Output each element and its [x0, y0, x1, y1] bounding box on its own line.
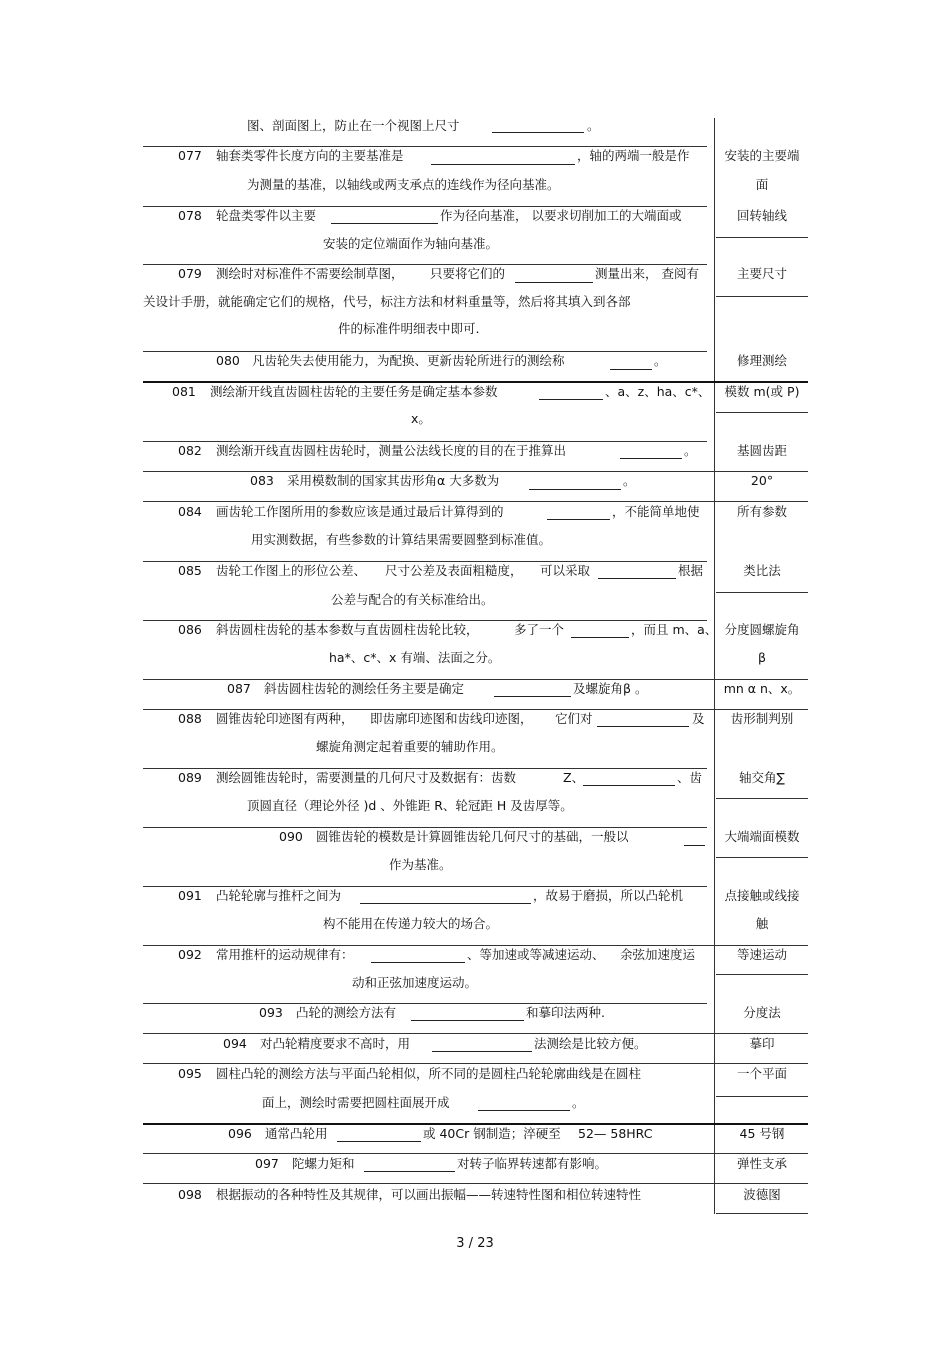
answer-separator	[716, 1096, 808, 1097]
answer-blank	[684, 845, 705, 846]
answer-separator	[716, 237, 808, 238]
question-text: 凸轮轮廓与推杆之间为	[216, 888, 342, 903]
answer-text: 轴交角∑	[739, 770, 785, 785]
answer-text: 主要尺寸	[736, 266, 787, 281]
question-number: 094	[223, 1036, 247, 1051]
question-text: 根据振动的各种特性及其规律，可以画出振幅——转速特性图和相位转速特性	[216, 1187, 642, 1202]
answer-text: 20°	[750, 473, 774, 488]
page-separator: /	[468, 1236, 474, 1251]
question-number: 091	[178, 888, 202, 903]
question-text: 用实测数据，有些参数的计算结果需要圆整到标准值。	[251, 532, 552, 547]
page-footer	[0, 1236, 950, 1251]
row-separator	[143, 501, 808, 502]
answer-text: 45 号钢	[739, 1126, 785, 1141]
answer-blank	[371, 962, 465, 963]
answer-text: 等速运动	[736, 947, 787, 962]
answer-blank	[364, 1171, 455, 1172]
answer-separator	[716, 857, 808, 858]
answer-blank	[331, 223, 438, 224]
question-number: 089	[178, 770, 202, 785]
question-text: 根据	[678, 563, 704, 578]
row-separator	[143, 351, 707, 352]
question-text: 即齿廓印迹图和齿线印迹图，	[370, 711, 533, 726]
question-text: 关设计手册，就能确定它们的规格，代号，标注方法和材料重量等，然后将其填入到各部	[143, 294, 631, 309]
question-text: 图、剖面图上，防止在一个视图上尺寸	[247, 118, 460, 133]
question-number: 084	[178, 504, 202, 519]
row-separator	[143, 679, 808, 680]
question-text: 多了一个	[514, 622, 565, 637]
question-text: 公差与配合的有关标准给出。	[331, 592, 494, 607]
row-separator	[143, 1153, 808, 1154]
question-text: 、齿	[677, 770, 703, 785]
question-text: 构不能用在传递力较大的场合。	[323, 916, 499, 931]
question-text: Z、	[563, 770, 585, 785]
question-number: 087	[227, 681, 251, 696]
question-text: 。	[654, 353, 667, 368]
question-text: 或 40Cr 钢制造；淬硬至	[423, 1126, 561, 1141]
question-text: 动和正弦加速度运动。	[352, 975, 478, 990]
row-separator	[143, 264, 707, 265]
question-text: 安装的定位端面作为轴向基准。	[323, 236, 499, 251]
row-separator	[143, 381, 808, 383]
question-text: 画齿轮工作图所用的参数应该是通过最后计算得到的	[216, 504, 504, 519]
question-text: 法测绘是比较方便。	[534, 1036, 647, 1051]
answer-text: 修理测绘	[736, 353, 787, 368]
question-number: 083	[250, 473, 274, 488]
row-separator	[143, 206, 707, 207]
answer-separator	[716, 296, 808, 297]
question-number: 095	[178, 1066, 202, 1081]
question-number: 078	[178, 208, 202, 223]
answer-blank	[597, 726, 689, 727]
question-text: x。	[411, 411, 431, 426]
answer-blank	[529, 489, 621, 490]
question-text: 。	[572, 1095, 585, 1110]
question-text: 可以采取	[540, 563, 591, 578]
question-text: 测绘渐开线直齿圆柱齿轮的主要任务是确定基本参数	[210, 384, 498, 399]
page-number: 3	[456, 1236, 465, 1251]
answer-text: 触	[755, 916, 769, 931]
answer-text: 波德图	[743, 1187, 781, 1202]
answer-blank	[598, 578, 676, 579]
row-separator	[143, 886, 707, 887]
answer-blank	[539, 399, 603, 400]
question-text: 为测量的基准，以轴线或两支承点的连线作为径向基准。	[247, 177, 560, 192]
question-text: 圆锥齿轮的模数是计算圆锥齿轮几何尺寸的基础，一般以	[316, 829, 629, 844]
answer-text: 模数 m(或 P)	[724, 384, 800, 399]
question-number: 088	[178, 711, 202, 726]
question-text: 通常凸轮用	[265, 1126, 328, 1141]
answer-text: 分度圆螺旋角	[724, 622, 800, 637]
row-separator	[143, 768, 707, 769]
question-text: 、等加速或等减速运动、	[467, 947, 605, 962]
answer-text: 类比法	[743, 563, 781, 578]
question-text: 余弦加速度运	[620, 947, 696, 962]
answer-blank	[411, 1020, 524, 1021]
row-separator	[143, 620, 707, 621]
question-text: 、a、z、ha、c*、	[605, 384, 711, 399]
question-number: 085	[178, 563, 202, 578]
question-text: 它们对	[555, 711, 593, 726]
question-text: 52— 58HRC	[578, 1126, 653, 1141]
question-text: 陀螺力矩和	[292, 1156, 355, 1171]
question-text: ，轴的两端一般是作	[577, 148, 690, 163]
answer-separator	[716, 798, 808, 799]
row-separator	[143, 561, 707, 562]
answer-text: 点接触或线接	[724, 888, 800, 903]
answer-blank	[360, 903, 531, 904]
question-number: 077	[178, 148, 202, 163]
answer-blank	[478, 1110, 570, 1111]
row-separator	[143, 441, 707, 442]
row-separator	[143, 709, 808, 710]
question-number: 096	[228, 1126, 252, 1141]
answer-blank	[337, 1141, 421, 1142]
answer-separator	[716, 1213, 808, 1214]
question-text: 及	[692, 711, 705, 726]
question-text: 测绘圆锥齿轮时，需要测量的几何尺寸及数据有：齿数	[216, 770, 517, 785]
answer-separator	[716, 412, 808, 413]
question-text: 凡齿轮失去使用能力，为配换、更新齿轮所进行的测绘称	[252, 353, 565, 368]
answer-text: 回转轴线	[736, 208, 787, 223]
question-text: 顶圆直径（理论外径 )d 、外锥距 R、轮冠距 H 及齿厚等。	[247, 798, 573, 813]
row-separator	[143, 471, 808, 472]
question-text: 轴套类零件长度方向的主要基准是	[216, 148, 404, 163]
question-number: 098	[178, 1187, 202, 1202]
answer-text: mn α n、x。	[723, 681, 801, 696]
column-divider	[714, 118, 715, 1214]
answer-separator	[716, 592, 808, 593]
row-separator	[143, 1003, 707, 1004]
answer-text: 摹印	[749, 1036, 775, 1051]
row-separator	[143, 827, 707, 828]
question-text: 。	[587, 118, 600, 133]
answer-blank	[583, 785, 675, 786]
question-text: 常用推杆的运动规律有：	[216, 947, 354, 962]
question-text: 凸轮的测绘方法有	[296, 1005, 397, 1020]
question-text: 斜齿圆柱齿轮的基本参数与直齿圆柱齿轮比较，	[216, 622, 479, 637]
answer-blank	[494, 696, 571, 697]
answer-text: 一个平面	[736, 1066, 787, 1081]
question-number: 081	[172, 384, 196, 399]
answer-blank	[610, 369, 652, 370]
question-text: 测绘时对标准件不需要绘制草图，	[216, 266, 404, 281]
answer-text: β	[758, 650, 766, 665]
question-number: 080	[216, 353, 240, 368]
question-number: 086	[178, 622, 202, 637]
question-number: 082	[178, 443, 202, 458]
question-text: 尺寸公差及表面粗糙度，	[385, 563, 523, 578]
question-text: 齿轮工作图上的形位公差、	[216, 563, 367, 578]
question-number: 079	[178, 266, 202, 281]
question-text: ，不能简单地使	[612, 504, 700, 519]
question-number: 093	[259, 1005, 283, 1020]
question-text: ，故易于磨损，所以凸轮机	[533, 888, 684, 903]
question-text: 斜齿圆柱齿轮的测绘任务主要是确定	[264, 681, 465, 696]
page-total: 23	[477, 1236, 494, 1251]
question-number: 090	[279, 829, 303, 844]
question-number: 092	[178, 947, 202, 962]
answer-text: 所有参数	[736, 504, 787, 519]
question-text: 。	[623, 473, 636, 488]
question-text: 圆锥齿轮印迹图有两种，	[216, 711, 354, 726]
question-text: ，而且 m、a、	[631, 622, 718, 637]
answer-blank	[620, 458, 682, 459]
row-separator	[143, 945, 808, 946]
question-text: 螺旋角测定起着重要的辅助作用。	[316, 739, 504, 754]
question-text: 对转子临界转速都有影响。	[457, 1156, 608, 1171]
question-text: ha*、c*、x 有端、法面之分。	[329, 650, 501, 665]
row-separator	[143, 1123, 808, 1125]
question-text: 对凸轮精度要求不高时，用	[260, 1036, 411, 1051]
answer-text: 弹性支承	[736, 1156, 787, 1171]
answer-text: 分度法	[743, 1005, 781, 1020]
question-text: 测量出来， 查阅有	[595, 266, 699, 281]
question-text: 只要将它们的	[430, 266, 506, 281]
answer-blank	[492, 132, 584, 133]
row-separator	[143, 1063, 808, 1064]
question-text: 作为基准。	[389, 857, 452, 872]
question-text: 和摹印法两种.	[526, 1005, 605, 1020]
answer-text: 安装的主要端	[724, 148, 800, 163]
answer-text: 面	[755, 177, 769, 192]
question-text: 采用模数制的国家其齿形角α 大多数为	[287, 473, 500, 488]
question-text: 件的标准件明细表中即可.	[338, 321, 480, 336]
row-separator	[143, 146, 707, 147]
row-separator	[143, 1183, 808, 1184]
answer-blank	[431, 164, 575, 165]
question-text: 作为径向基准， 以要求切削加工的大端面或	[440, 208, 682, 223]
answer-separator	[716, 974, 808, 975]
answer-text: 齿形制判别	[730, 711, 794, 726]
question-text: 及螺旋角β 。	[573, 681, 648, 696]
answer-blank	[432, 1051, 532, 1052]
answer-blank	[547, 519, 610, 520]
answer-blank	[515, 282, 593, 283]
question-text: 。	[684, 443, 697, 458]
answer-text: 大端端面模数	[724, 829, 800, 844]
answer-text: 基圆齿距	[736, 443, 787, 458]
question-number: 097	[255, 1156, 279, 1171]
row-separator	[143, 1033, 808, 1034]
question-text: 圆柱凸轮的测绘方法与平面凸轮相似，所不同的是圆柱凸轮轮廓曲线是在圆柱	[216, 1066, 642, 1081]
answer-blank	[571, 637, 629, 638]
question-text: 测绘渐开线直齿圆柱齿轮时，测量公法线长度的目的在于推算出	[216, 443, 567, 458]
question-text: 面上，测绘时需要把圆柱面展开成	[262, 1095, 450, 1110]
question-text: 轮盘类零件以主要	[216, 208, 317, 223]
